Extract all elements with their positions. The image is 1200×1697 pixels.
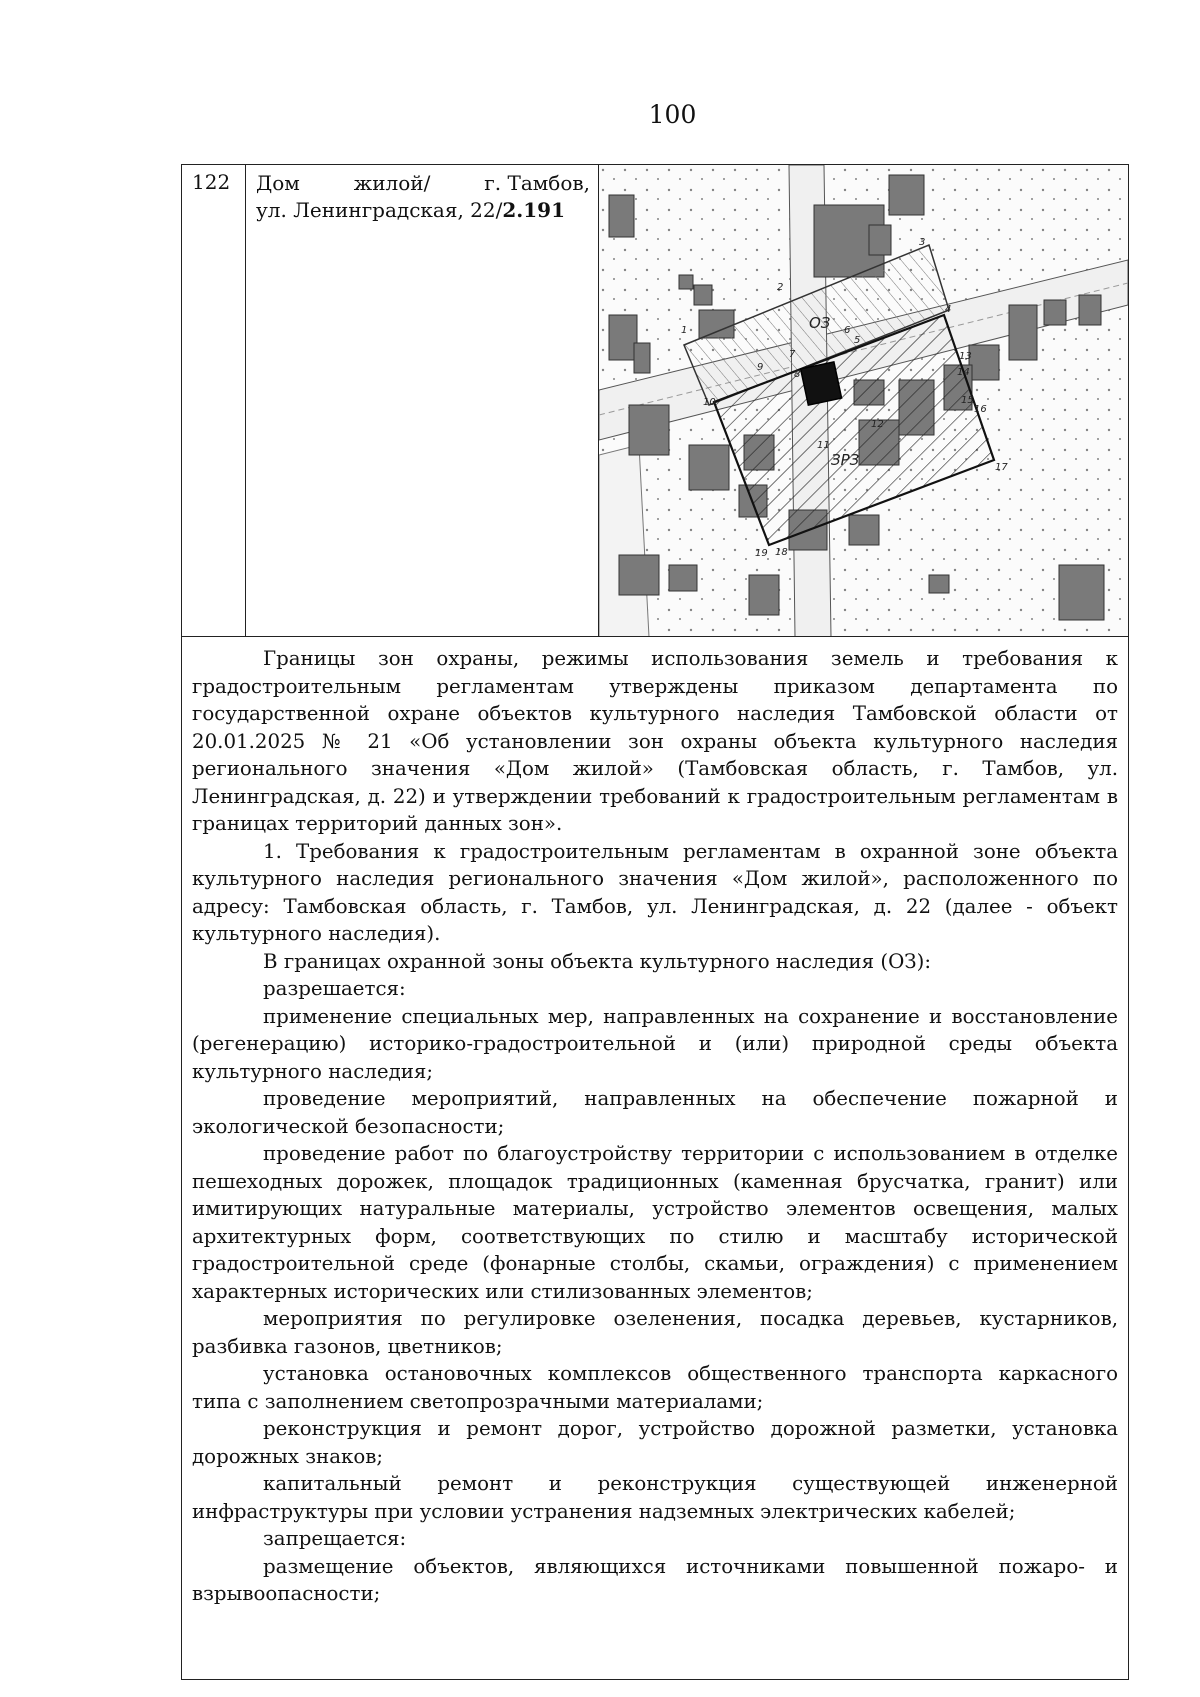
point-label: 3 — [919, 237, 926, 248]
paragraph-allowed-6: реконструкция и ремонт дорог, устройство дорожной разметки, установка дорожных знаков; — [192, 1417, 1118, 1468]
point-label: 18 — [775, 547, 788, 558]
paragraph-allowed-3: проведение работ по благоустройству территории с использованием в отделке пешеходных дорожек, площадок традиционных (каменная брусчатка, гранит) или имитирующих натуральные материалы, устройство элементов освещения, малых архитектурных форм, соответствующих по стилю и масштабу исторической градостроительной среде (фонарные столбы, скамьи, ограждения) с применением характерных исторических или стилизованных элементов; — [192, 1142, 1118, 1303]
point-label: 13 — [959, 351, 972, 362]
point-label: 11 — [817, 440, 830, 451]
zone-oz-label: ОЗ — [809, 314, 831, 332]
paragraph-intro: Границы зон охраны, режимы использования земель и требования к градостроительным регламентам утверждены приказом департамента по государственной охране объектов культурного наследия Тамбовской области от 20.01.2025 № 21 «Об установлении зон охраны объекта культурного наследия регионального значения «Дом жилой» (Тамбовская область, г. Тамбов, ул. Ленинградская, д. 22) и утверждении требований к градостроительным регламентам в границах территорий данных зон». — [192, 647, 1118, 835]
paragraph-allowed-4: мероприятия по регулировке озеленения, посадка деревьев, кустарников, разбивка газонов, цветников; — [192, 1307, 1118, 1358]
paragraph-allowed-1: применение специальных мер, направленных на сохранение и восстановление (регенерацию) историко-градостроительной и (или) природной среды объекта культурного наследия; — [192, 1004, 1118, 1083]
entry-street: ул. Ленинградская, 22/ — [256, 198, 503, 222]
paragraph-allowed-heading: разрешается: — [263, 977, 406, 1000]
entry-name-word: Дом — [256, 171, 300, 195]
entry-name-word: жилой/ — [353, 171, 431, 195]
point-label: 4 — [945, 304, 952, 315]
point-label: 2 — [777, 282, 784, 293]
paragraph-within: В границах охранной зоны объекта культурного наследия (ОЗ): — [263, 949, 931, 973]
page-number: 100 — [648, 100, 697, 129]
point-label: 17 — [995, 462, 1008, 473]
paragraph-allowed-7: капитальный ремонт и реконструкция существующей инженерной инфраструктуры при условии устранения надземных электрических кабелей; — [192, 1472, 1118, 1523]
paragraph-forbidden-heading: запрещается: — [263, 1527, 407, 1550]
point-label: 9 — [757, 362, 764, 373]
entry-number: 122 — [182, 165, 246, 636]
point-label: 10 — [703, 397, 716, 408]
point-label: 12 — [871, 419, 884, 430]
zone-zrz-label: ЗРЗ — [831, 451, 860, 469]
point-label: 1 — [681, 325, 688, 336]
requirements-text — [182, 637, 1128, 1608]
point-label: 7 — [789, 349, 796, 360]
point-label: 5 — [854, 335, 861, 346]
entry-name-city: г. Тамбов, — [484, 171, 590, 195]
point-label: 6 — [844, 325, 851, 336]
zone-map — [599, 165, 1128, 636]
point-label: 19 — [755, 548, 768, 559]
table-row — [182, 165, 1128, 637]
paragraph-allowed-2: проведение мероприятий, направленных на обеспечение пожарной и экологической безопасности; — [192, 1087, 1118, 1138]
entry-code: 2.191 — [502, 198, 566, 222]
paragraph-forbidden-1: размещение объектов, являющихся источниками повышенной пожаро- и взрывоопасности; — [192, 1554, 1118, 1605]
heritage-object — [801, 362, 842, 405]
zone-map-drawing — [599, 165, 1128, 636]
paragraph-item1: 1. Требования к градостроительным регламентам в охранной зоне объекта культурного наследия регионального значения «Дом жилой», расположенного по адресу: Тамбовская область, г. Тамбов, ул. Ленинградская, д. 22 (далее - объект культурного наследия). — [192, 839, 1118, 945]
paragraph-allowed-5: установка остановочных комплексов общественного транспорта каркасного типа с заполнением светопрозрачными материалами; — [192, 1362, 1118, 1413]
point-label: 14 — [957, 367, 970, 378]
entry-name — [246, 165, 599, 636]
point-label: 8 — [794, 369, 801, 380]
object-table — [181, 164, 1129, 1680]
point-label: 16 — [974, 404, 987, 415]
point-label: 15 — [961, 395, 974, 406]
